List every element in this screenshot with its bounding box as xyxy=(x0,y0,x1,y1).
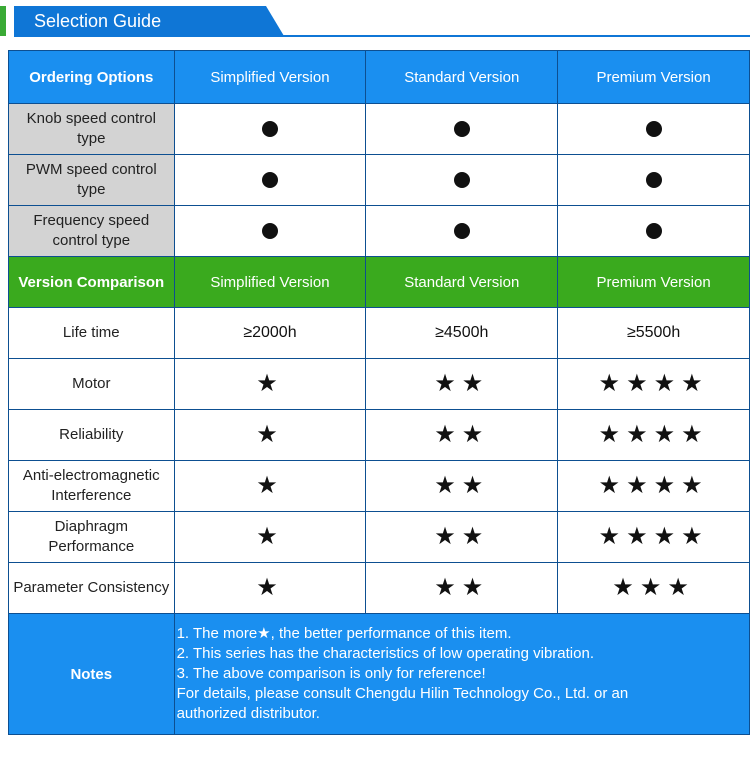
ordering-row-label xyxy=(9,104,175,155)
star-rating-icon: ★★★★ xyxy=(598,523,709,550)
star-rating-icon: ★★ xyxy=(434,370,490,397)
rating-cell xyxy=(366,461,558,512)
available-dot-icon xyxy=(646,223,662,239)
available-dot-icon xyxy=(262,223,278,239)
rating-cell xyxy=(174,563,366,614)
notes-heading: Notes xyxy=(9,614,175,735)
rating-cell xyxy=(366,359,558,410)
label-line-1: Diaphragm xyxy=(54,518,128,535)
star-rating-icon: ★★ xyxy=(434,523,490,550)
label-line-2: control type xyxy=(52,232,131,249)
available-dot-icon xyxy=(454,223,470,239)
availability-cell xyxy=(558,206,750,257)
star-rating-icon: ★★ xyxy=(434,421,490,448)
notes-body xyxy=(174,614,749,735)
comparison-version-premium: Premium Version xyxy=(558,257,750,308)
notes-line: For details, please consult Chengdu Hilin Technology Co., Ltd. or an xyxy=(176,685,629,702)
life-time-label: Life time xyxy=(9,308,175,359)
star-rating-icon: ★ xyxy=(256,370,284,397)
rating-cell xyxy=(366,512,558,563)
availability-cell xyxy=(366,104,558,155)
rating-label xyxy=(9,359,175,410)
star-rating-icon: ★★ xyxy=(434,472,490,499)
star-rating-icon: ★★★★ xyxy=(598,370,709,397)
availability-cell xyxy=(174,206,366,257)
life-time-premium: ≥5500h xyxy=(558,308,750,359)
rating-row-motor xyxy=(9,359,750,410)
selection-table xyxy=(8,50,750,735)
label-line-1: PWM speed control xyxy=(25,161,157,178)
rating-cell xyxy=(174,410,366,461)
label-line-2: Performance xyxy=(48,538,135,555)
availability-cell xyxy=(174,104,366,155)
star-rating-icon: ★★ xyxy=(434,574,490,601)
star-rating-icon: ★★★ xyxy=(612,574,695,601)
ordering-row-label xyxy=(9,206,175,257)
rating-cell xyxy=(558,563,750,614)
header-underline xyxy=(14,35,750,37)
label-line-1: Anti-electromagnetic xyxy=(22,467,160,484)
label-line-1: Knob speed control xyxy=(26,110,156,127)
availability-cell xyxy=(174,155,366,206)
label-line-2: Interference xyxy=(51,487,132,504)
rating-row-diaphragm xyxy=(9,512,750,563)
star-rating-icon: ★ xyxy=(256,421,284,448)
rating-cell xyxy=(366,563,558,614)
comparison-header-row xyxy=(9,257,750,308)
rating-label xyxy=(9,563,175,614)
version-comparison-heading: Version Comparison xyxy=(9,257,175,308)
available-dot-icon xyxy=(646,121,662,137)
availability-cell xyxy=(558,104,750,155)
label-line-2: type xyxy=(77,130,106,147)
rating-cell xyxy=(174,359,366,410)
notes-line: 2. This series has the characteristics of low operating vibration. xyxy=(176,645,594,662)
ordering-row-frequency xyxy=(9,206,750,257)
label-line-1: Frequency speed xyxy=(33,212,150,229)
rating-row-reliability xyxy=(9,410,750,461)
availability-cell xyxy=(366,155,558,206)
rating-label xyxy=(9,410,175,461)
ordering-row-knob xyxy=(9,104,750,155)
star-rating-icon: ★ xyxy=(256,472,284,499)
star-rating-icon: ★ xyxy=(256,574,284,601)
comparison-version-standard: Standard Version xyxy=(366,257,558,308)
life-time-standard: ≥4500h xyxy=(366,308,558,359)
rating-row-anti-emi xyxy=(9,461,750,512)
ordering-row-label xyxy=(9,155,175,206)
rating-cell xyxy=(174,512,366,563)
life-time-row xyxy=(9,308,750,359)
notes-row xyxy=(9,614,750,735)
rating-cell xyxy=(558,359,750,410)
rating-cell xyxy=(174,461,366,512)
rating-row-consistency xyxy=(9,563,750,614)
available-dot-icon xyxy=(454,121,470,137)
ordering-options-heading: Ordering Options xyxy=(9,51,175,104)
label-line-1: Reliability xyxy=(59,426,124,443)
star-rating-icon: ★ xyxy=(256,523,284,550)
ordering-version-standard: Standard Version xyxy=(366,51,558,104)
header-accent-bar xyxy=(0,6,6,36)
rating-cell xyxy=(366,410,558,461)
available-dot-icon xyxy=(454,172,470,188)
page-title: Selection Guide xyxy=(34,11,162,31)
notes-line: authorized distributor. xyxy=(176,705,320,722)
star-rating-icon: ★★★★ xyxy=(598,421,709,448)
available-dot-icon xyxy=(646,172,662,188)
ordering-version-simplified: Simplified Version xyxy=(174,51,366,104)
notes-line: 1. The more★, the better performance of this item. xyxy=(176,625,512,642)
star-rating-icon: ★★★★ xyxy=(598,472,709,499)
available-dot-icon xyxy=(262,121,278,137)
availability-cell xyxy=(558,155,750,206)
rating-cell xyxy=(558,410,750,461)
life-time-simplified: ≥2000h xyxy=(174,308,366,359)
label-line-1: Motor xyxy=(72,375,111,392)
availability-cell xyxy=(366,206,558,257)
ordering-version-premium: Premium Version xyxy=(558,51,750,104)
section-header xyxy=(0,0,750,40)
comparison-version-simplified: Simplified Version xyxy=(174,257,366,308)
label-line-2: type xyxy=(77,181,106,198)
ordering-header-row xyxy=(9,51,750,104)
rating-cell xyxy=(558,512,750,563)
label-line-1: Parameter Consistency xyxy=(13,579,170,596)
rating-cell xyxy=(558,461,750,512)
rating-label xyxy=(9,512,175,563)
available-dot-icon xyxy=(262,172,278,188)
rating-label xyxy=(9,461,175,512)
ordering-row-pwm xyxy=(9,155,750,206)
notes-line: 3. The above comparison is only for reference! xyxy=(176,665,486,682)
